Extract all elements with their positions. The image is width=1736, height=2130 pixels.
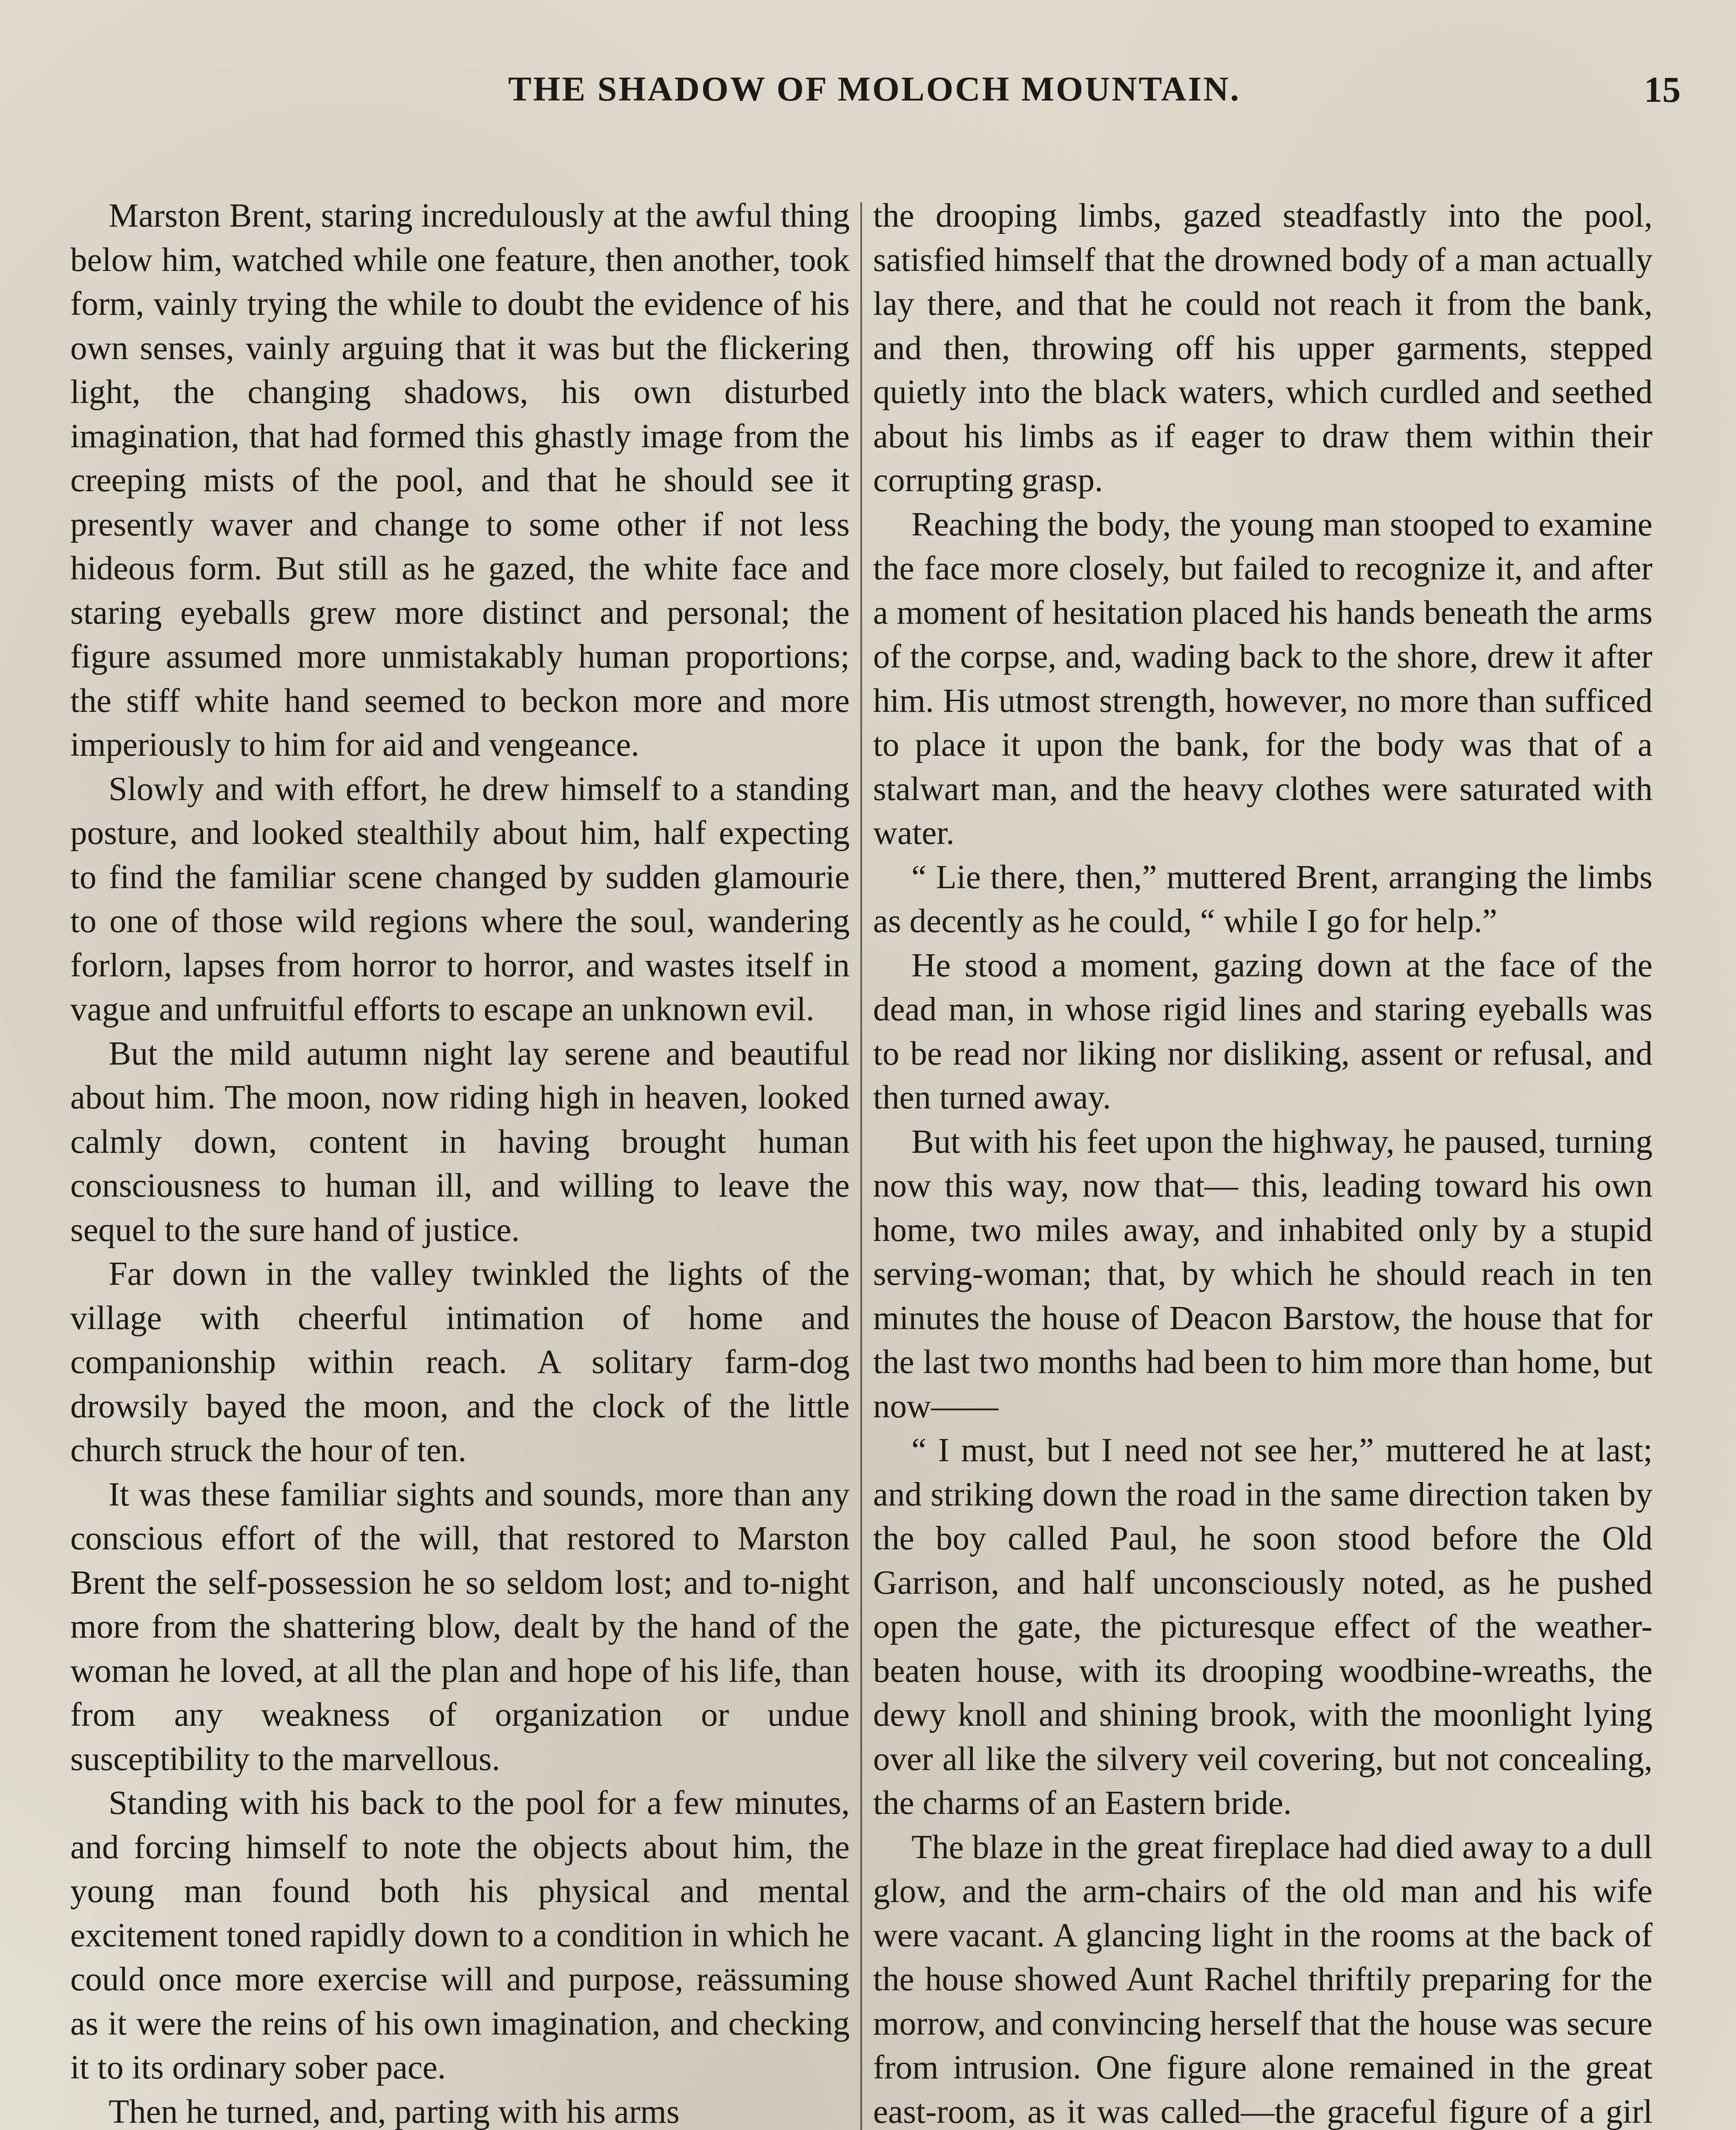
paragraph: He stood a moment, gazing down at the face of the dead man, in whose rigid lines and staring eyeballs was to be read nor liking nor disliking, assent or refusal, and then turned away. — [873, 947, 1653, 1116]
paragraph: Reaching the body, the young man stooped to examine the face more closely, but failed to recognize it, and after a moment of hesitation placed his hands beneath the arms of the corpse, and, wading back to the shore, drew it after him. His utmost strength, however, no more than sufficed to place it upon the bank, for the body was that of a stalwart man, and the heavy clothes were saturated with water. — [873, 506, 1653, 852]
column-divider — [860, 202, 862, 2130]
paragraph: “ Lie there, then,” muttered Brent, arranging the limbs as decently as he could, “ while I go for help.” — [873, 858, 1653, 940]
paragraph: The blaze in the great fireplace had died away to a dull glow, and the arm-chairs of the old man and his wife were vacant. A glancing light in the rooms at the back of the house showed Aunt Rachel thriftily preparing for the morrow, and convincing herself that the house was secure from intrusion. One figure alone remained in the great east-room, as it was called—the graceful figure of a girl — [873, 1828, 1653, 2130]
left-column — [70, 194, 850, 2130]
paragraph: Marston Brent, staring incredulously at the awful thing below him, watched while one feature, then another, took form, vainly trying the while to doubt the evidence of his own senses, vainly arguing that it was but the flickering light, the changing shadows, his own disturbed imagination, that had formed this ghastly image from the creeping mists of the pool, and that he should see it presently waver and change to some other if not less hideous form. But still as he gazed, the white face and staring eyeballs grew more distinct and personal; the figure assumed more unmistakably human proportions; the stiff white hand seemed to beckon more and more imperiously to him for aid and vengeance. — [70, 197, 850, 763]
running-head — [68, 64, 1681, 115]
paragraph: Slowly and with effort, he drew himself to a standing posture, and looked stealthily about him, half expecting to find the familiar scene changed by sudden glamourie to one of those wild regions where the soul, wandering forlorn, lapses from horror to horror, and wastes itself in vague and unfruitful efforts to escape an unknown evil. — [70, 770, 850, 1028]
page-number: 15 — [1644, 69, 1681, 110]
paragraph: Then he turned, and, parting with his arms — [109, 2093, 680, 2130]
paragraph: But with his feet upon the highway, he paused, turning now this way, now that— this, leading toward his own home, two miles away, and inhabited only by a stupid serving-woman; that, by which he should reach in ten minutes the house of Deacon Barstow, the house that for the last two months had been to him more than home, but now—— — [873, 1123, 1653, 1425]
running-title: THE SHADOW OF MOLOCH MOUNTAIN. — [508, 69, 1241, 108]
paragraph-continued: the drooping limbs, gazed steadfastly into the pool, satisfied himself that the drowned body of a man actually lay there, and that he could not reach it from the bank, and then, throwing off his upper garments, stepped quietly into the black waters, which curdled and seethed about his limbs as if eager to draw them within their corrupting grasp. — [873, 197, 1653, 499]
paragraph: Standing with his back to the pool for a few minutes, and forcing himself to note the objects about him, the young man found both his physical and mental excitement toned rapidly down to a condition in which he could once more exercise will and purpose, reässuming as it were the reins of his own imagination, and checking it to its ordinary sober pace. — [70, 1785, 850, 2086]
right-column — [873, 194, 1653, 2130]
paragraph: Far down in the valley twinkled the lights of the village with cheerful intimation of home and companionship within reach. A solitary farm-dog drowsily bayed the moon, and the clock of the little church struck the hour of ten. — [70, 1255, 850, 1469]
paragraph: “ I must, but I need not see her,” muttered he at last; and striking down the road in the same direction taken by the boy called Paul, he soon stood before the Old Garrison, and half unconsciously noted, as he pushed open the gate, the picturesque effect of the weather-beaten house, with its drooping woodbine-wreaths, the dewy knoll and shining brook, with the moonlight lying over all like the silvery veil covering, but not concealing, the charms of an Eastern bride. — [873, 1432, 1653, 1822]
paragraph: But the mild autumn night lay serene and beautiful about him. The moon, now riding high in heaven, looked calmly down, content in having brought human consciousness to human ill, and willing to leave the sequel to the sure hand of justice. — [70, 1035, 850, 1249]
paragraph: It was these familiar sights and sounds, more than any conscious effort of the will, that restored to Marston Brent the self-possession he so seldom lost; and to-night more from the shattering blow, dealt by the hand of the woman he loved, at all the plan and hope of his life, than from any weakness of organization or undue susceptibility to the marvellous. — [70, 1476, 850, 1778]
